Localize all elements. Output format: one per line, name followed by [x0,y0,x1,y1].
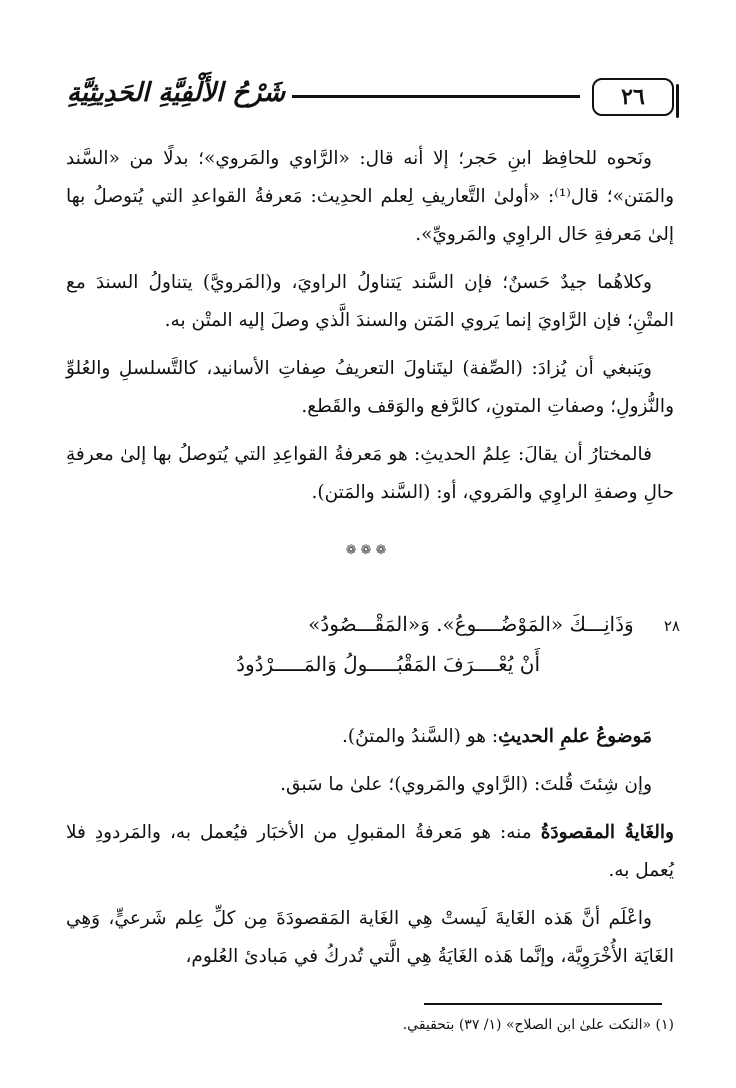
verse-text-2: أَنْ يُعْــــرَفَ المَقْبُـــــولُ وَالمَـــــرْدُودُ [236,652,540,676]
commentary-paragraph [66,814,674,890]
paragraph: فالمختارُ أن يقالَ: عِلمُ الحديثِ: هو مَعرفةُ القواعِدِ التي يُتوصلُ بها إلىٰ معرفةِ حالِ وصفةِ الراوِي والمَروي، أو: (السَّند والمَتن). [66,444,674,503]
footnote-rule [424,1003,662,1005]
page-number: ٢٦ [592,78,674,116]
verse-block [120,604,680,684]
commentary-paragraph: وإن شِئتَ قُلتَ: (الرَّاوي والمَروي)؛ علىٰ ما سَبق. [280,774,652,795]
commentary-paragraph [66,718,674,756]
main-text-top [66,140,674,522]
paragraph-text: منه: هو مَعرفةُ المقبولِ من الأخبَار فيُعمل به، والمَردودِ فلا يُعمل به. [66,822,674,881]
header-rule [292,95,580,98]
verse-text-1: وَذَانِـــكَ «المَوْضُــــوعُ». وَ«المَقْـــصُودُ» [308,612,634,636]
running-title: شَرْحُ الأَلْفِيَّةِ الحَدِيثِيَّةِ [66,78,286,108]
bold-term: مَوضوعُ علمِ الحديثِ [498,726,652,747]
paragraph: ويَنبغي أن يُزادَ: (الصِّفة) ليتَناولَ التعريفُ صِفاتِ الأسانيد، كالتَّسلسلِ والعُلوِّ والنُّزولِ؛ وصفاتِ المتونِ، كالرَّفع والوَقف والقَطع. [66,358,674,417]
footnote: (١) «النكت علىٰ ابن الصلاح» (١/ ٣٧) بتحقيقي. [402,1017,674,1033]
section-separator: ❁❁❁ [345,543,391,558]
verse-line-2 [120,644,680,684]
bold-term: والغَايةُ المقصودَةُ [540,822,674,843]
paragraph-text: : هو (السَّندُ والمتنُ). [341,726,499,747]
paragraph: ونَحوه للحافِظ ابنِ حَجر؛ إلا أنه قال: «الرَّاوي والمَروي»؛ بدلًا من «السَّند والمَتن»؛ قال⁽¹⁾: «أولىٰ التَّعاريفِ لِعلم الحدِيث: مَعرفةُ القواعدِ التي يُتوصلُ بها إلىٰ مَعرفةِ حَال الراوِي والمَرويِّ». [66,148,675,245]
commentary [66,718,674,986]
paragraph: وكلاهُما جيدٌ حَسنٌ؛ فإن السَّند يَتناولُ الراويَ، و(المَرويَّ) يتناولُ السندَ مع المتْنِ؛ فإن الرَّاويَ إنما يَروي المَتن والسندَ الَّذي وصلَ إليه المتْن به. [66,272,674,331]
commentary-paragraph: واعْلَم أنَّ هَذه الغَايةَ لَيستْ هِي الغَاية المَقصودَةَ مِن كلِّ عِلم شَرعيٍّ، وَهِي الغَايَة الأُخْرَوِيَّة، وإنَّما هَذه الغَايَةُ هِي الَّتي تُدركُ في مَبادئ العُلوم، [66,908,674,967]
page-header [66,78,674,120]
verse-line-1 [120,604,680,644]
verse-number: ٢٨ [663,617,680,635]
